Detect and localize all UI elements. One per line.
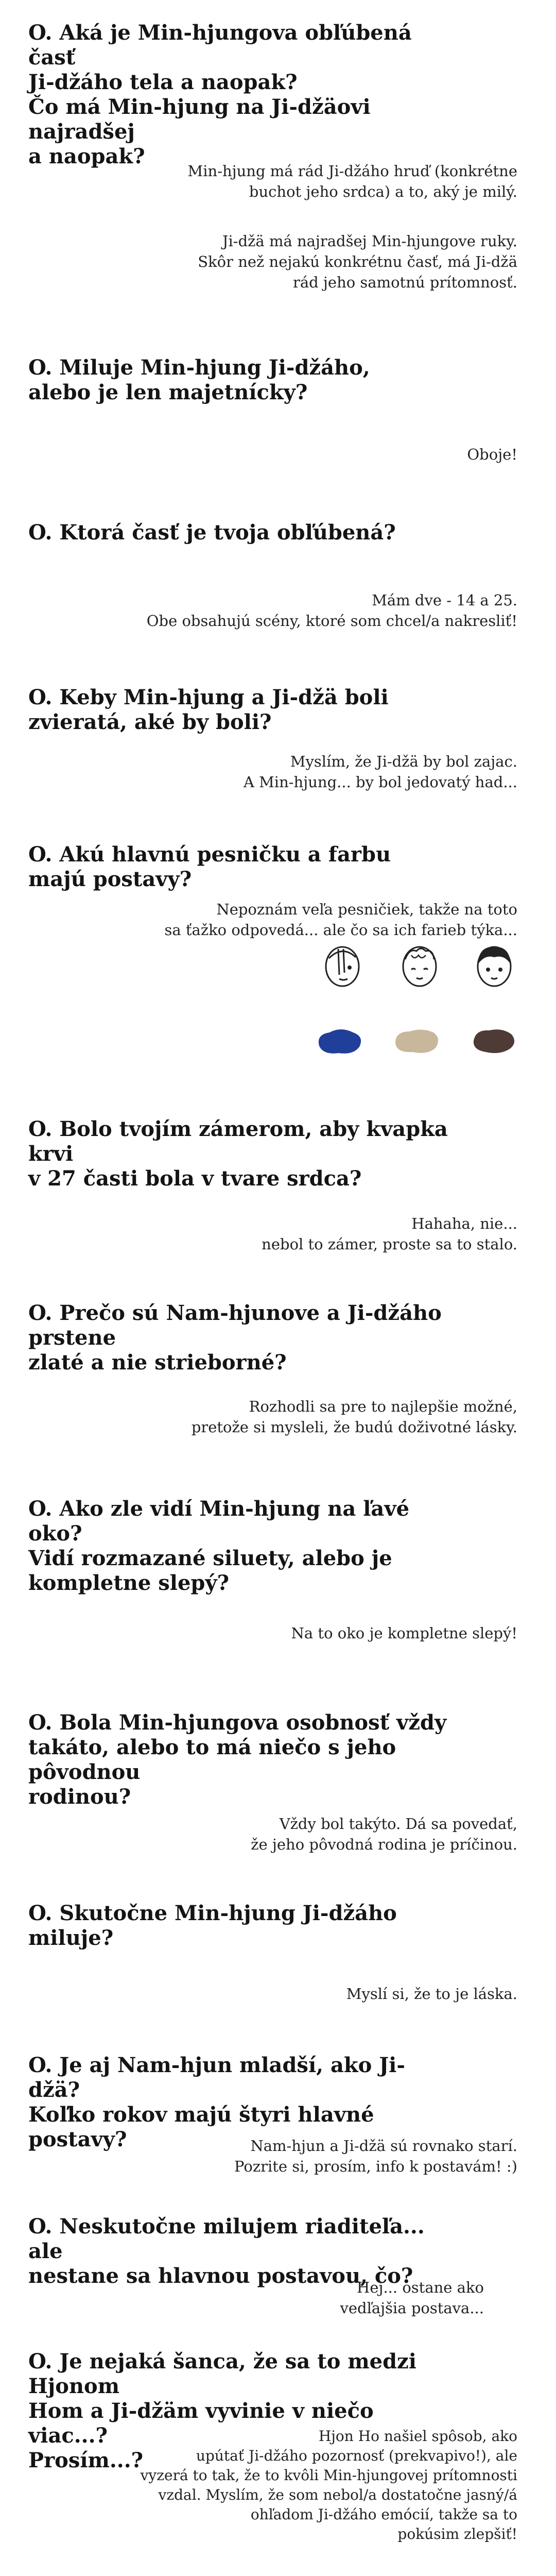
answer-line: Min-hjung má rád Ji-džáho hruď (konkrétne: [187, 162, 517, 180]
question-line: v 27 časti bola v tvare srdca?: [28, 1166, 362, 1191]
answer-line: ohľadom Ji-džáho emócií, takže sa to: [250, 2506, 517, 2523]
swatch-shape: [474, 1029, 514, 1053]
question-line: kompletne slepý?: [28, 1571, 230, 1595]
question-line: O. Akú hlavnú pesničku a farbu: [28, 842, 391, 867]
answer-13: [95, 2427, 517, 2544]
question-line: O. Bola Min-hjungova osobnosť vždy: [28, 1710, 447, 1735]
question-line: O. Skutočne Min-hjung Ji-džáho miluje?: [28, 1901, 397, 1950]
question-line: alebo je len majetnícky?: [28, 380, 308, 404]
question-line: Prosím...?: [28, 2448, 144, 2472]
character-colors: [309, 943, 525, 1061]
question-line: O. Je nejaká šanca, že sa to medzi Hjonom: [28, 2349, 416, 2398]
question-line: O. Neskutočne milujem riaditeľa... ale: [28, 2214, 425, 2263]
question-line: Čo má Min-hjung na Ji-džäovi najradšej: [28, 95, 371, 144]
question-line: O. Aká je Min-hjungova obľúbená časť: [28, 21, 412, 70]
answer-line: Nam-hjun a Ji-džä sú rovnako starí.: [250, 2137, 517, 2155]
answer-line: Hej... ostane ako: [357, 2279, 484, 2296]
answer-4: [95, 751, 517, 792]
question-line: a naopak?: [28, 144, 145, 168]
answer-1b: [95, 231, 517, 293]
answer-line: Myslím, že Ji-džä by bol zajac.: [290, 753, 517, 770]
answer-line: Hjon Ho našiel spôsob, ako: [318, 2428, 517, 2445]
answer-line: sa ťažko odpovedá... ale čo sa ich farieb týka...: [164, 921, 517, 939]
answer-12: [227, 2277, 484, 2318]
answer-6: [95, 1213, 517, 1255]
question-10: [28, 1901, 450, 1951]
answer-line: Ji-džä má najradšej Min-hjungove ruky.: [222, 232, 517, 250]
answer-line: že jeho pôvodná rodina je príčinou.: [251, 1836, 517, 1853]
question-line: O. Prečo sú Nam-hjunove a Ji-džáho prstene: [28, 1301, 442, 1350]
answer-2: [95, 444, 517, 465]
question-line: O. Keby Min-hjung a Ji-džä boli: [28, 685, 389, 709]
question-4: [28, 685, 450, 735]
answer-line: Oboje!: [467, 446, 517, 463]
answer-line: Pozrite si, prosím, info k postavám! :): [234, 2158, 517, 2175]
answer-line: Mám dve - 14 a 25.: [372, 591, 517, 609]
swatch-shape: [319, 1029, 361, 1054]
question-2: [28, 355, 450, 405]
color-swatch-ji-dza: [391, 1025, 443, 1056]
face-hair-covering-eye-icon: [322, 943, 363, 989]
question-line: takáto, alebo to má niečo s jeho pôvodnou: [28, 1735, 396, 1784]
face-dark-hair-icon: [474, 943, 515, 989]
answer-line: Obe obsahujú scény, ktoré som chcel/a nakresliť!: [146, 612, 517, 630]
answer-8: [95, 1623, 517, 1643]
answer-line: nebol to zámer, proste sa to stalo.: [262, 1235, 517, 1253]
question-8: [28, 1497, 450, 1596]
answer-line: Skôr než nejakú konkrétnu časť, má Ji-džä: [198, 253, 517, 270]
question-line: O. Miluje Min-hjung Ji-džáho,: [28, 355, 370, 380]
answer-1a: [95, 161, 517, 202]
question-line: zlaté a nie strieborné?: [28, 1350, 287, 1375]
question-line: O. Je aj Nam-hjun mladší, ako Ji-džä?: [28, 2053, 405, 2102]
answer-line: Rozhodli sa pre to najlepšie možné,: [249, 1398, 517, 1415]
question-9: [28, 1710, 450, 1809]
question-line: O. Bolo tvojím zámerom, aby kvapka krvi: [28, 1117, 448, 1166]
question-line: O. Ako zle vidí Min-hjung na ľavé oko?: [28, 1497, 410, 1546]
answer-line: vzdal. Myslím, že som nebol/a dostatočne jasný/á: [158, 2486, 517, 2503]
face-curly-hair-icon: [399, 943, 440, 989]
answer-line: pretože si mysleli, že budú doživotné lásky.: [191, 1418, 517, 1436]
color-swatch-min-hjung: [314, 1025, 366, 1056]
question-5: [28, 842, 450, 892]
question-line: Vidí rozmazané siluety, alebo je: [28, 1546, 392, 1570]
question-7: [28, 1301, 450, 1375]
answer-line: Vždy bol takýto. Dá sa povedať,: [279, 1815, 517, 1833]
answer-line: vedľajšia postava...: [340, 2299, 484, 2317]
answer-line: Myslí si, že to je láska.: [346, 1985, 517, 2003]
answer-line: buchot jeho srdca) a to, aký je milý.: [249, 183, 517, 200]
answer-line: Nepoznám veľa pesničiek, takže na toto: [216, 901, 517, 918]
answer-line: A Min-hjung... by bol jedovatý had...: [243, 773, 517, 791]
question-line: rodinou?: [28, 1785, 131, 1809]
answer-3: [95, 590, 517, 631]
question-line: O. Ktorá časť je tvoja obľúbená?: [28, 520, 396, 545]
question-line: Hom a Ji-džäm vyvinie v niečo viac...?: [28, 2399, 374, 2448]
question-1: [28, 21, 450, 169]
question-3: [28, 520, 450, 545]
answer-10: [95, 1984, 517, 2004]
answer-11: [95, 2136, 517, 2177]
answer-line: pokúsim zlepšiť!: [397, 2526, 517, 2543]
answer-line: Na to oko je kompletne slepý!: [291, 1624, 517, 1642]
question-line: nestane sa hlavnou postavou, čo?: [28, 2264, 413, 2288]
question-line: Koľko rokov majú štyri hlavné postavy?: [28, 2103, 374, 2151]
question-line: Ji-džáho tela a naopak?: [28, 70, 298, 94]
color-swatch-nam-hjun: [468, 1025, 520, 1056]
question-line: majú postavy?: [28, 867, 192, 891]
swatch-shape: [395, 1029, 438, 1053]
answer-line: vyzerá to tak, že to kvôli Min-hjungovej prítomnosti: [140, 2467, 517, 2484]
question-6: [28, 1117, 450, 1191]
answer-5: [95, 899, 517, 940]
answer-7: [95, 1396, 517, 1437]
answer-line: rád jeho samotnú prítomnosť.: [292, 274, 517, 291]
answer-line: upútať Ji-džáho pozornosť (prekvapivo!), ale: [196, 2447, 517, 2464]
answer-line: Hahaha, nie...: [411, 1215, 517, 1232]
question-line: zvieratá, aké by boli?: [28, 710, 272, 734]
answer-9: [95, 1814, 517, 1855]
